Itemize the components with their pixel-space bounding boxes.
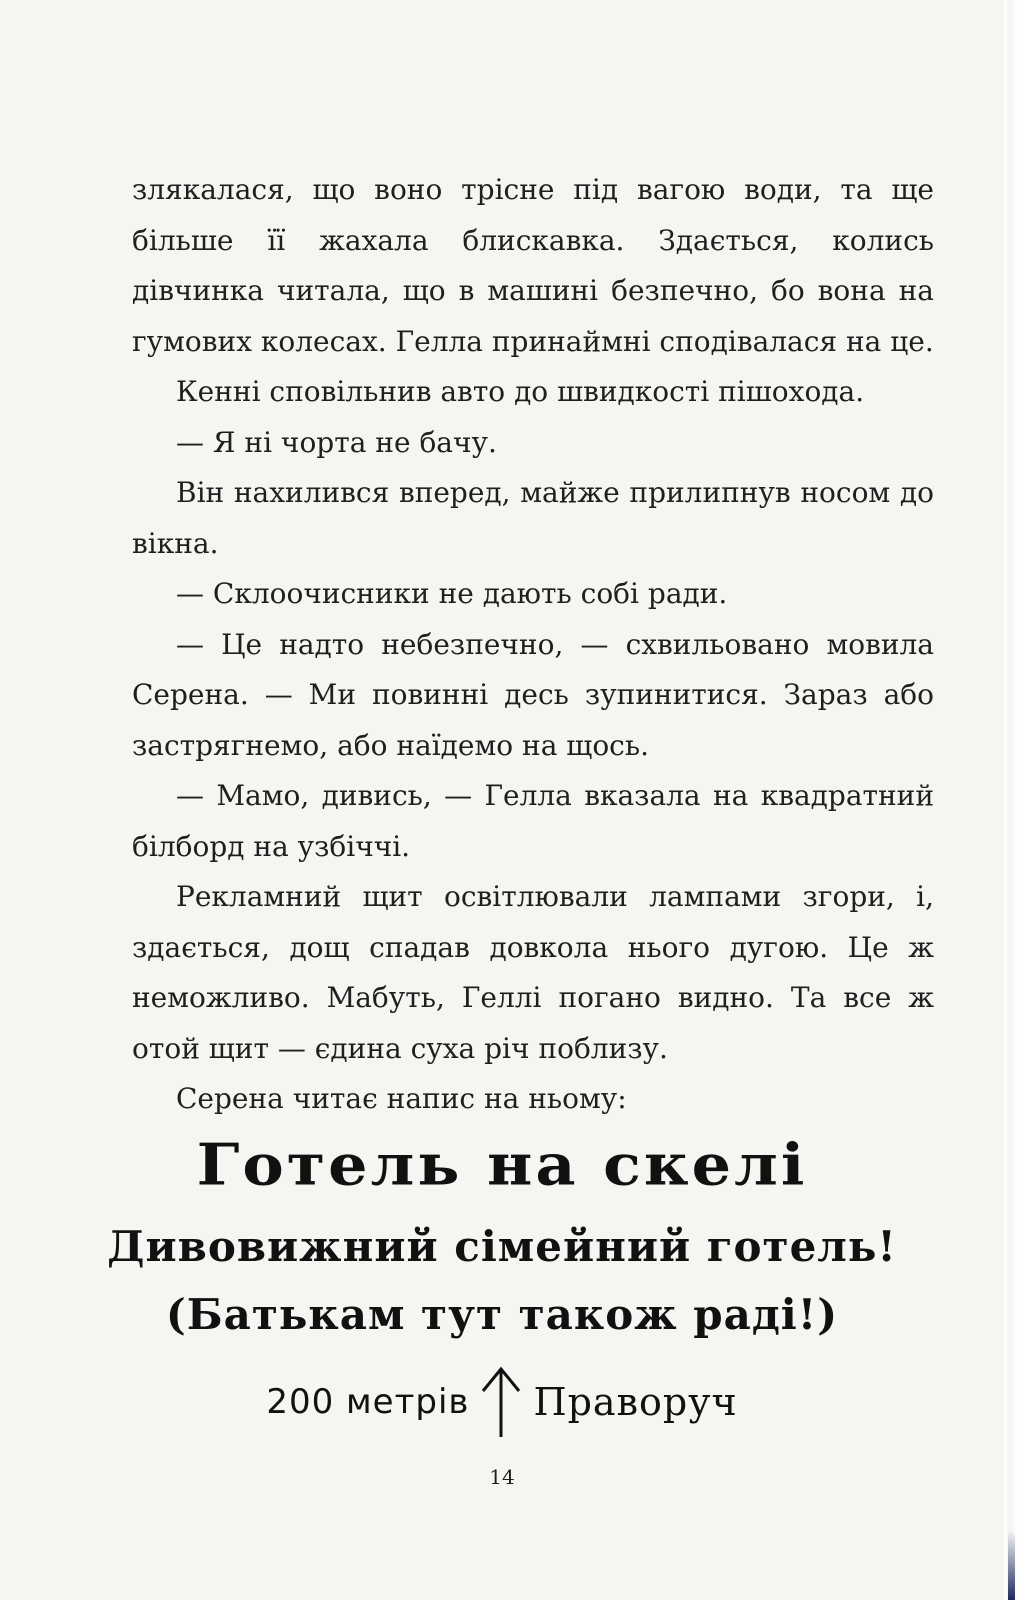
body-text [132,165,934,1125]
sign-distance: 200 метрів [266,1382,470,1422]
paragraph: злякалася, що воно трісне під вагою води, та ще більше її жахала блискавка. Здається, колись дівчинка читала, що в машині безпечно, бо вона на гумових колесах. Гелла принаймні сподівалася на це. [132,173,934,358]
page-edge [1004,0,1018,1600]
sign-title: Готель на скелі [196,1130,808,1199]
up-arrow-icon [479,1365,523,1439]
paragraph: Рекламний щит освітлювали лампами згори, і, здається, дощ спадав довкола нього дугою. Це ж неможливо. Мабуть, Геллі погано видно. Та все ж отой щит — єдина суха річ поблизу. [132,880,934,1065]
paragraph: — Мамо, дивись, — Гелла вказала на квадратний білборд на узбіччі. [132,779,934,863]
sign-note: (Батькам тут також раді!) [165,1290,839,1339]
paragraph: — Я ні чорта не бачу. [176,425,497,459]
sign-directions [0,1365,1004,1439]
paragraph: Він нахилився вперед, майже прилипнув носом до вікна. [132,476,934,560]
paragraph: Кенні сповільнив авто до швидкості пішохода. [176,375,865,408]
page-number: 14 [489,1465,515,1489]
paragraph: — Це надто небезпечно, — схвильовано мовила Серена. — Ми повинні десь зупинитися. Зараз або застрягнемо, або наїдемо на щось. [132,627,934,762]
paragraph: Серена читає напис на ньому: [176,1082,627,1115]
sign-subtitle: Дивовижний сімейний готель! [107,1222,897,1271]
sign-direction: Праворуч [533,1380,738,1424]
paragraph: — Склоочисники не дають собі ради. [176,577,728,610]
